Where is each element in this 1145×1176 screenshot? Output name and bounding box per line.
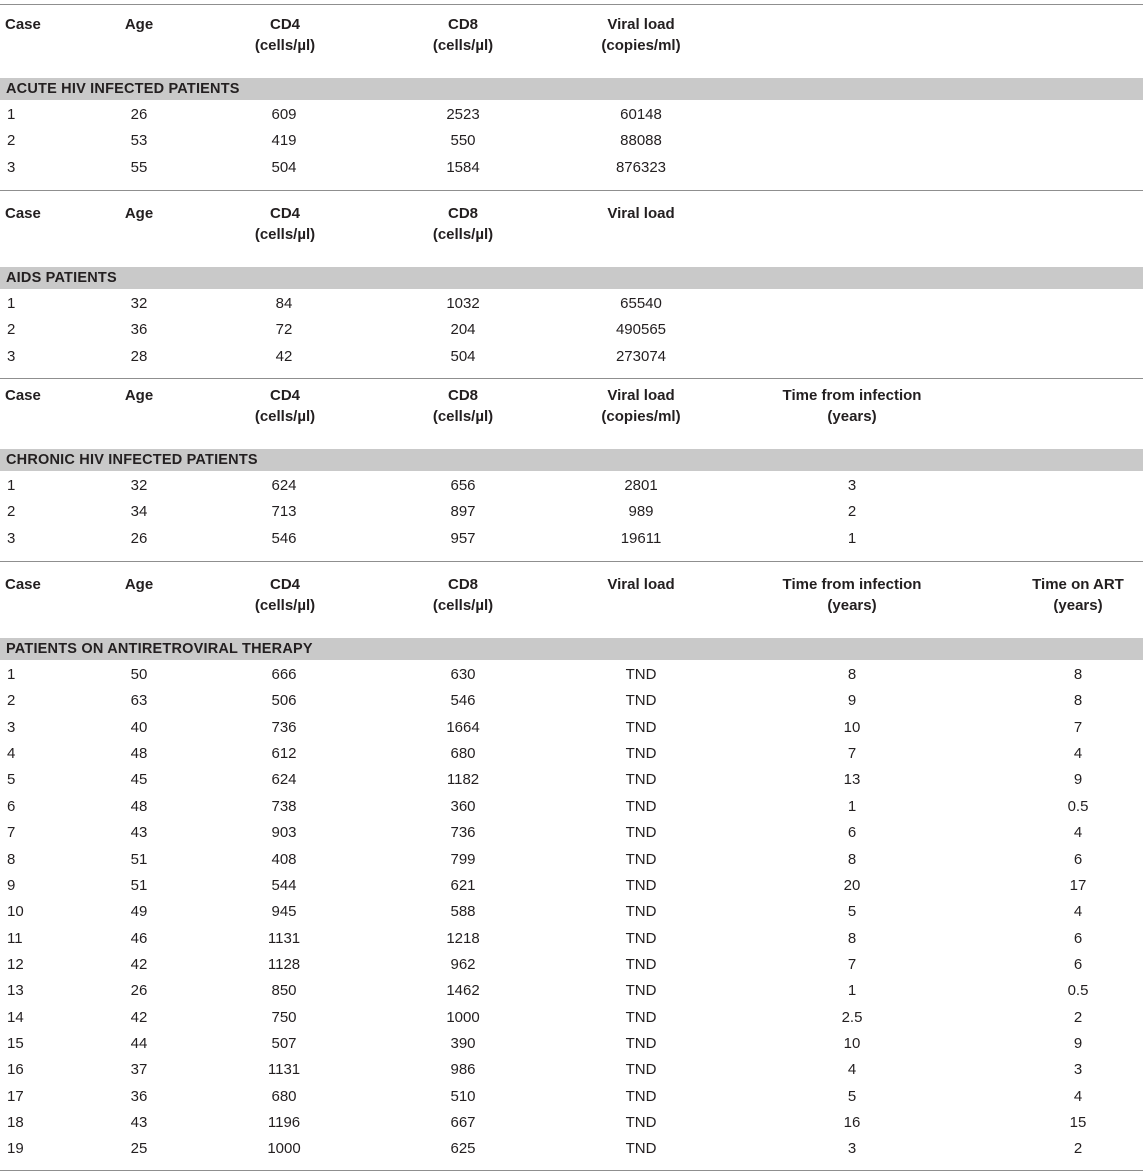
table-cell: 34 — [130, 503, 148, 521]
header-viral — [601, 14, 680, 56]
table-cell: TND — [625, 876, 657, 894]
table-cell: 2 — [7, 132, 16, 150]
table-row — [0, 662, 1143, 688]
header-unit: (copies/ml) — [601, 408, 681, 425]
table-cell: 504 — [271, 158, 297, 176]
table-row — [0, 1136, 1143, 1162]
table-cell: 8 — [847, 929, 857, 947]
table-cell: 11 — [7, 929, 23, 947]
table-cell: 945 — [271, 903, 297, 921]
header-label: CD4 — [269, 16, 300, 33]
table-cell: TND — [625, 771, 657, 789]
header-label: CD4 — [269, 205, 300, 222]
table-cell: 624 — [271, 771, 297, 789]
table-cell: 612 — [271, 745, 297, 762]
section-top-rule — [0, 561, 1143, 562]
table-row — [0, 952, 1143, 978]
table-cell: TND — [625, 1008, 657, 1026]
header-case — [5, 14, 41, 35]
table-cell: 28 — [130, 347, 148, 365]
table-cell: 45 — [130, 771, 148, 789]
table-cell: 12 — [7, 955, 24, 973]
header-label: Time on ART — [1032, 576, 1124, 593]
table-cell: 1032 — [446, 295, 480, 312]
header-unit: (cells/µl) — [254, 597, 316, 614]
table-row — [0, 794, 1143, 820]
table-cell: 4 — [1073, 745, 1083, 762]
table-cell: 2523 — [446, 106, 480, 123]
table-row — [0, 155, 1143, 181]
header-label: CD8 — [447, 576, 478, 593]
table-cell: 1462 — [446, 982, 480, 1000]
table-cell: 1 — [7, 295, 16, 312]
table-cell: 25 — [130, 1140, 148, 1158]
table-cell: 53 — [130, 132, 148, 150]
header-time-art — [1032, 574, 1124, 616]
table-cell: 2 — [847, 503, 857, 521]
table-cell: 736 — [271, 718, 297, 736]
table-cell: 2 — [7, 503, 16, 521]
section-title-band — [0, 267, 1143, 289]
table-cell: 4 — [7, 745, 16, 762]
table-row — [0, 291, 1143, 317]
table-cell: 550 — [450, 132, 476, 150]
table-cell: 48 — [130, 745, 148, 762]
table-cell: 7 — [847, 745, 857, 762]
table-cell: 546 — [450, 692, 476, 710]
table-cell: 2 — [1073, 1008, 1083, 1026]
table-cell: 19 — [7, 1140, 24, 1158]
table-cell: 6 — [1073, 850, 1083, 868]
table-cell: 14 — [7, 1008, 24, 1026]
table-cell: 20 — [843, 876, 861, 894]
table-cell: 1 — [7, 666, 16, 683]
header-label: Age — [124, 576, 154, 593]
table-cell: 1584 — [446, 158, 480, 176]
table-cell: TND — [625, 903, 657, 921]
header-case — [5, 574, 41, 595]
table-cell: 37 — [130, 1061, 148, 1079]
section-title: ACUTE HIV INFECTED PATIENTS — [6, 81, 240, 97]
table-row — [0, 499, 1143, 525]
section-top-rule — [0, 4, 1143, 5]
table-row — [0, 847, 1143, 873]
table-cell: 1196 — [267, 1114, 301, 1131]
table-cell: 9 — [1073, 1034, 1083, 1052]
table-cell: 6 — [847, 824, 857, 842]
header-label: Case — [5, 205, 41, 222]
table-cell: 736 — [450, 824, 476, 842]
table-cell: TND — [625, 1114, 657, 1131]
table-cell: TND — [625, 745, 657, 762]
header-case — [5, 203, 41, 224]
table-row — [0, 1110, 1143, 1136]
table-cell: 360 — [450, 797, 476, 815]
table-cell: 65540 — [620, 295, 662, 312]
header-viral — [607, 574, 674, 595]
table-cell: 55 — [130, 158, 148, 176]
table-cell: 46 — [130, 929, 148, 947]
table-cell: 9 — [7, 876, 16, 894]
table-cell: 7 — [7, 824, 16, 842]
table-cell: TND — [625, 824, 657, 842]
header-unit: (copies/ml) — [601, 37, 681, 54]
header-age — [125, 14, 153, 35]
table-cell: 713 — [271, 503, 297, 521]
table-cell: 609 — [271, 106, 297, 123]
header-label: Age — [124, 387, 154, 404]
table-cell: 897 — [450, 503, 476, 521]
table-cell: 680 — [450, 745, 476, 762]
header-label: CD8 — [447, 205, 478, 222]
table-row — [0, 1005, 1143, 1031]
table-cell: 5 — [7, 771, 16, 789]
table-cell: 204 — [450, 321, 476, 339]
table-cell: 0.5 — [1067, 797, 1089, 815]
table-cell: 5 — [847, 1087, 857, 1105]
header-cd4 — [255, 385, 315, 427]
table-cell: TND — [625, 1034, 657, 1052]
table-cell: 680 — [271, 1087, 297, 1105]
header-time-inf — [783, 574, 922, 616]
table-row — [0, 344, 1143, 370]
header-unit: (cells/µl) — [432, 408, 494, 425]
table-cell: 750 — [271, 1008, 297, 1026]
table-cell: 667 — [450, 1114, 476, 1131]
table-cell: 50 — [130, 666, 148, 683]
header-unit: (cells/µl) — [254, 226, 316, 243]
table-cell: 2 — [1073, 1140, 1083, 1158]
header-viral — [601, 385, 680, 427]
table-row — [0, 688, 1143, 714]
table-row — [0, 926, 1143, 952]
table-row — [0, 873, 1143, 899]
table-cell: 510 — [450, 1087, 476, 1105]
header-age — [125, 203, 153, 224]
table-cell: 43 — [130, 824, 148, 842]
table-cell: 8 — [1073, 692, 1083, 710]
table-cell: 42 — [130, 955, 148, 973]
table-cell: 1182 — [446, 771, 480, 789]
table-cell: 1000 — [446, 1008, 480, 1026]
table-row — [0, 820, 1143, 846]
table-cell: 15 — [7, 1034, 24, 1052]
header-time-inf — [783, 385, 922, 427]
table-cell: 42 — [130, 1008, 148, 1026]
table-cell: 799 — [450, 850, 476, 868]
table-cell: 666 — [271, 666, 297, 683]
table-row — [0, 767, 1143, 793]
table-cell: 10 — [7, 903, 24, 921]
header-label: Time from infection — [782, 576, 922, 593]
table-cell: 26 — [130, 106, 148, 123]
table-cell: 989 — [628, 503, 654, 521]
table-cell: 1 — [7, 106, 16, 123]
table-cell: 4 — [1073, 903, 1083, 921]
table-cell: 10 — [843, 718, 861, 736]
table-cell: 1 — [847, 797, 857, 815]
header-label: Viral load — [607, 576, 675, 593]
table-cell: 1131 — [267, 1061, 301, 1079]
table-cell: 621 — [450, 876, 476, 894]
table-cell: 1218 — [446, 929, 480, 947]
section-top-rule — [0, 378, 1143, 379]
table-row — [0, 317, 1143, 343]
section-title: CHRONIC HIV INFECTED PATIENTS — [6, 452, 258, 468]
table-cell: 72 — [275, 321, 293, 339]
header-unit: (years) — [827, 597, 877, 614]
column-header-row — [0, 385, 1143, 427]
table-cell: 43 — [130, 1114, 148, 1131]
header-cd4 — [255, 14, 315, 56]
table-row — [0, 978, 1143, 1004]
section-title-band — [0, 449, 1143, 471]
table-cell: 506 — [271, 692, 297, 710]
header-age — [125, 574, 153, 595]
table-cell: 8 — [847, 666, 857, 683]
table-cell: 3 — [7, 158, 16, 176]
table-row — [0, 899, 1143, 925]
header-unit: (cells/µl) — [254, 37, 316, 54]
header-label: CD8 — [447, 16, 478, 33]
table-cell: 957 — [450, 529, 476, 547]
table-cell: 32 — [130, 295, 148, 312]
table-cell: 1128 — [267, 955, 301, 973]
table-cell: 6 — [1073, 929, 1083, 947]
section-title: PATIENTS ON ANTIRETROVIRAL THERAPY — [6, 641, 313, 657]
table-cell: 13 — [7, 982, 24, 1000]
header-label: CD4 — [269, 387, 300, 404]
header-label: Case — [5, 576, 41, 593]
table-cell: TND — [625, 929, 657, 947]
table-cell: TND — [625, 1087, 657, 1105]
table-cell: 3 — [7, 347, 16, 365]
table-cell: 490565 — [615, 321, 667, 339]
table-cell: 1131 — [267, 929, 301, 947]
table-cell: 9 — [847, 692, 857, 710]
table-cell: 504 — [450, 347, 476, 365]
table-row — [0, 741, 1143, 767]
header-label: Viral load — [607, 387, 675, 404]
header-cd4 — [255, 574, 315, 616]
table-cell: 2 — [7, 692, 16, 710]
table-cell: 588 — [450, 903, 476, 921]
table-cell: 4 — [1073, 824, 1083, 842]
table-cell: 544 — [271, 876, 297, 894]
table-cell: 2801 — [624, 477, 658, 494]
table-cell: 738 — [271, 797, 297, 815]
header-cd8 — [433, 14, 493, 56]
table-cell: 16 — [7, 1061, 24, 1079]
table-cell: 10 — [843, 1034, 861, 1052]
header-label: Case — [5, 16, 41, 33]
header-label: Age — [124, 16, 154, 33]
header-label: Case — [5, 387, 41, 404]
table-cell: 9 — [1073, 771, 1083, 789]
section-title-band — [0, 78, 1143, 100]
table-cell: 3 — [847, 477, 857, 494]
table-cell: 903 — [271, 824, 297, 842]
table-cell: 16 — [843, 1114, 861, 1131]
table-cell: 18 — [7, 1114, 24, 1131]
table-cell: 17 — [1069, 876, 1087, 894]
table-row — [0, 1031, 1143, 1057]
table-cell: TND — [625, 797, 657, 815]
table-cell: 656 — [450, 477, 476, 494]
table-cell: 986 — [450, 1061, 476, 1079]
table-cell: 630 — [450, 666, 476, 683]
table-cell: 3 — [7, 529, 16, 547]
table-cell: 4 — [1073, 1087, 1083, 1105]
table-cell: 1 — [847, 529, 857, 547]
header-label: Viral load — [607, 16, 675, 33]
table-cell: 6 — [1073, 955, 1083, 973]
header-unit: (years) — [827, 408, 877, 425]
table-cell: 44 — [130, 1034, 148, 1052]
table-cell: 15 — [1069, 1114, 1087, 1131]
table-cell: 876323 — [615, 158, 667, 176]
table-cell: 8 — [1073, 666, 1083, 683]
table-cell: 850 — [271, 982, 297, 1000]
table-row — [0, 715, 1143, 741]
table-cell: 3 — [847, 1140, 857, 1158]
table-cell: TND — [625, 718, 657, 736]
table-cell: 88088 — [620, 132, 662, 150]
table-cell: 1664 — [446, 718, 480, 736]
table-cell: 84 — [275, 295, 293, 312]
column-header-row — [0, 203, 1143, 245]
table-cell: 26 — [130, 982, 148, 1000]
section-top-rule — [0, 190, 1143, 191]
header-label: Viral load — [607, 205, 675, 222]
table-cell: 13 — [843, 771, 861, 789]
table-cell: 6 — [7, 797, 16, 815]
header-unit: (cells/µl) — [432, 597, 494, 614]
table-cell: 546 — [271, 529, 297, 547]
table-row — [0, 1057, 1143, 1083]
table-cell: 1000 — [267, 1140, 301, 1158]
table-cell: 26 — [130, 529, 148, 547]
table-cell: 51 — [130, 850, 148, 868]
header-viral — [607, 203, 674, 224]
table-bottom-rule — [0, 1170, 1143, 1171]
table-cell: 8 — [847, 850, 857, 868]
table-cell: TND — [625, 982, 657, 1000]
table-cell: 625 — [450, 1140, 476, 1158]
table-cell: 32 — [130, 477, 148, 494]
table-row — [0, 526, 1143, 552]
header-cd8 — [433, 203, 493, 245]
header-cd8 — [433, 385, 493, 427]
table-cell: TND — [625, 692, 657, 710]
section-title-band — [0, 638, 1143, 660]
header-label: CD4 — [269, 576, 300, 593]
table-cell: 1 — [847, 982, 857, 1000]
table-cell: 2.5 — [841, 1008, 863, 1026]
table-cell: 7 — [1073, 718, 1083, 736]
header-label: Age — [124, 205, 154, 222]
header-label: CD8 — [447, 387, 478, 404]
table-cell: 36 — [130, 321, 148, 339]
table-cell: 49 — [130, 903, 148, 921]
table-cell: 408 — [271, 850, 297, 868]
table-cell: 0.5 — [1067, 982, 1089, 1000]
table-cell: 273074 — [615, 347, 667, 365]
table-cell: 507 — [271, 1034, 297, 1052]
table-cell: 40 — [130, 718, 148, 736]
table-cell: 390 — [450, 1034, 476, 1052]
table-cell: 7 — [847, 955, 857, 973]
table-row — [0, 1084, 1143, 1110]
header-unit: (years) — [1053, 597, 1103, 614]
table-cell: TND — [625, 850, 657, 868]
table-cell: 60148 — [620, 106, 662, 123]
table-cell: 19611 — [620, 529, 662, 547]
table-row — [0, 473, 1143, 499]
table-cell: TND — [625, 1140, 657, 1158]
header-unit: (cells/µl) — [432, 226, 494, 243]
column-header-row — [0, 14, 1143, 56]
table-row — [0, 102, 1143, 128]
header-case — [5, 385, 41, 406]
section-title: AIDS PATIENTS — [6, 270, 117, 286]
table-cell: 3 — [7, 718, 16, 736]
table-row — [0, 128, 1143, 154]
header-age — [125, 385, 153, 406]
header-cd4 — [255, 203, 315, 245]
header-unit: (cells/µl) — [432, 37, 494, 54]
table-cell: 2 — [7, 321, 16, 339]
table-cell: 42 — [275, 347, 293, 365]
column-header-row — [0, 574, 1143, 616]
header-cd8 — [433, 574, 493, 616]
header-unit: (cells/µl) — [254, 408, 316, 425]
table-cell: 1 — [7, 477, 16, 494]
table-cell: TND — [625, 666, 657, 683]
table-cell: TND — [625, 1061, 657, 1079]
table-cell: 8 — [7, 850, 16, 868]
table-cell: 36 — [130, 1087, 148, 1105]
table-cell: 63 — [130, 692, 148, 710]
table-cell: 624 — [271, 477, 297, 494]
header-label: Time from infection — [782, 387, 922, 404]
table-cell: 51 — [130, 876, 148, 894]
table-cell: 5 — [847, 903, 857, 921]
table-cell: 17 — [7, 1087, 24, 1105]
table-cell: 3 — [1073, 1061, 1083, 1079]
table-cell: TND — [625, 955, 657, 973]
table-cell: 48 — [130, 797, 148, 815]
table-cell: 962 — [450, 955, 476, 973]
table-cell: 4 — [847, 1061, 857, 1079]
table-cell: 419 — [271, 132, 297, 150]
